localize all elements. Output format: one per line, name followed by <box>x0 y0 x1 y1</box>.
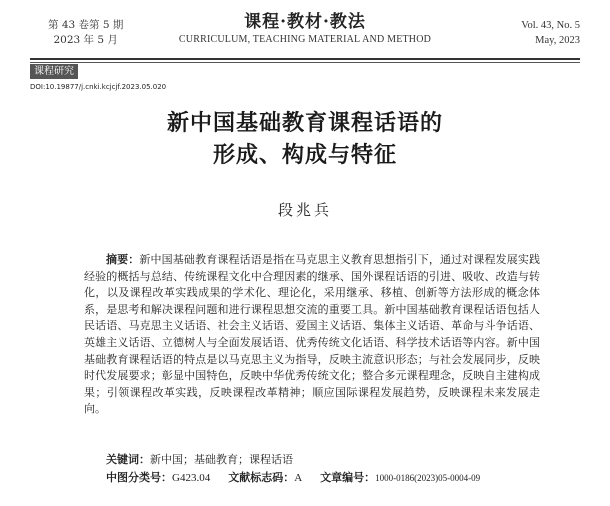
abstract-text: 新中国基础教育课程话语是指在马克思主义教育思想指引下，通过对课程发展实践经验的概括与总结、传统课程文化中合理因素的继承、国外课程话语的引进、吸收、改造与转化，以及课程改革实践成果的学术化、理论化，采用继承、移植、创新等方法形成的概念体系，是思考和解决课程问题和进行课程思想交流的重要工具。新中国基础教育课程话语包括人民话语、马克思主义话语、社会主义话语、爱国主义话语、集体主义话语、革命与斗争话语、英雄主义话语、立德树人与全面发展话语、优秀传统文化话语、科学技术话语等内容。新中国基础教育课程话语的特点是以马克思主义为指导，反映主流意识形态；与社会发展同步，反映时代发展要求；彰显中国特色，反映中华优秀传统文化；整合多元课程理念，反映自主建构成果；引领课程改革实践，反映课程改革精神；顺应国际课程发展趋势，反映课程未来发展走向。 <box>84 253 541 416</box>
doc-code-label: 文献标志码： <box>228 471 295 484</box>
title-line-2: 形成、构成与特征 <box>212 143 397 168</box>
keywords <box>106 452 293 468</box>
column-tag: 课程研究 <box>30 64 78 79</box>
title-line-1: 新中国基础教育课程话语的 <box>166 111 443 136</box>
issue-info-cn <box>48 18 123 48</box>
doc-code-value: A <box>294 472 303 484</box>
journal-name <box>150 11 460 47</box>
header-rule-thick <box>30 58 580 60</box>
keywords-text: 新中国；基础教育；课程话语 <box>150 453 293 466</box>
article-number-label: 文章编号： <box>320 471 376 484</box>
clc-value: G423.04 <box>172 472 211 484</box>
abstract <box>84 252 540 418</box>
abstract-label: 摘要： <box>106 253 140 266</box>
journal-name-en: CURRICULUM, TEACHING MATERIAL AND METHOD <box>178 34 432 45</box>
journal-header <box>0 0 610 58</box>
journal-name-cn: 课程·教材·教法 <box>244 12 366 32</box>
header-rule-thin <box>30 62 580 63</box>
author-name: 段兆兵 <box>277 201 332 219</box>
issue-date-en: May, 2023 <box>535 35 580 46</box>
volume-en: Vol. 43, No. 5 <box>521 20 580 31</box>
issue-date-cn: 2023 年 5 月 <box>53 34 118 46</box>
article-number-value: 1000-0186(2023)05-0004-09 <box>375 473 481 483</box>
doi-text: DOI:10.19877/j.cnki.kcjcjf.2023.05.020 <box>30 83 167 91</box>
clc-label: 中图分类号： <box>106 471 172 484</box>
article-title <box>0 108 610 172</box>
issue-info-en <box>521 18 580 48</box>
classification-line <box>106 470 480 486</box>
keywords-label: 关键词： <box>106 453 150 466</box>
issue-number: 第 43 卷第 5 期 <box>48 19 124 31</box>
